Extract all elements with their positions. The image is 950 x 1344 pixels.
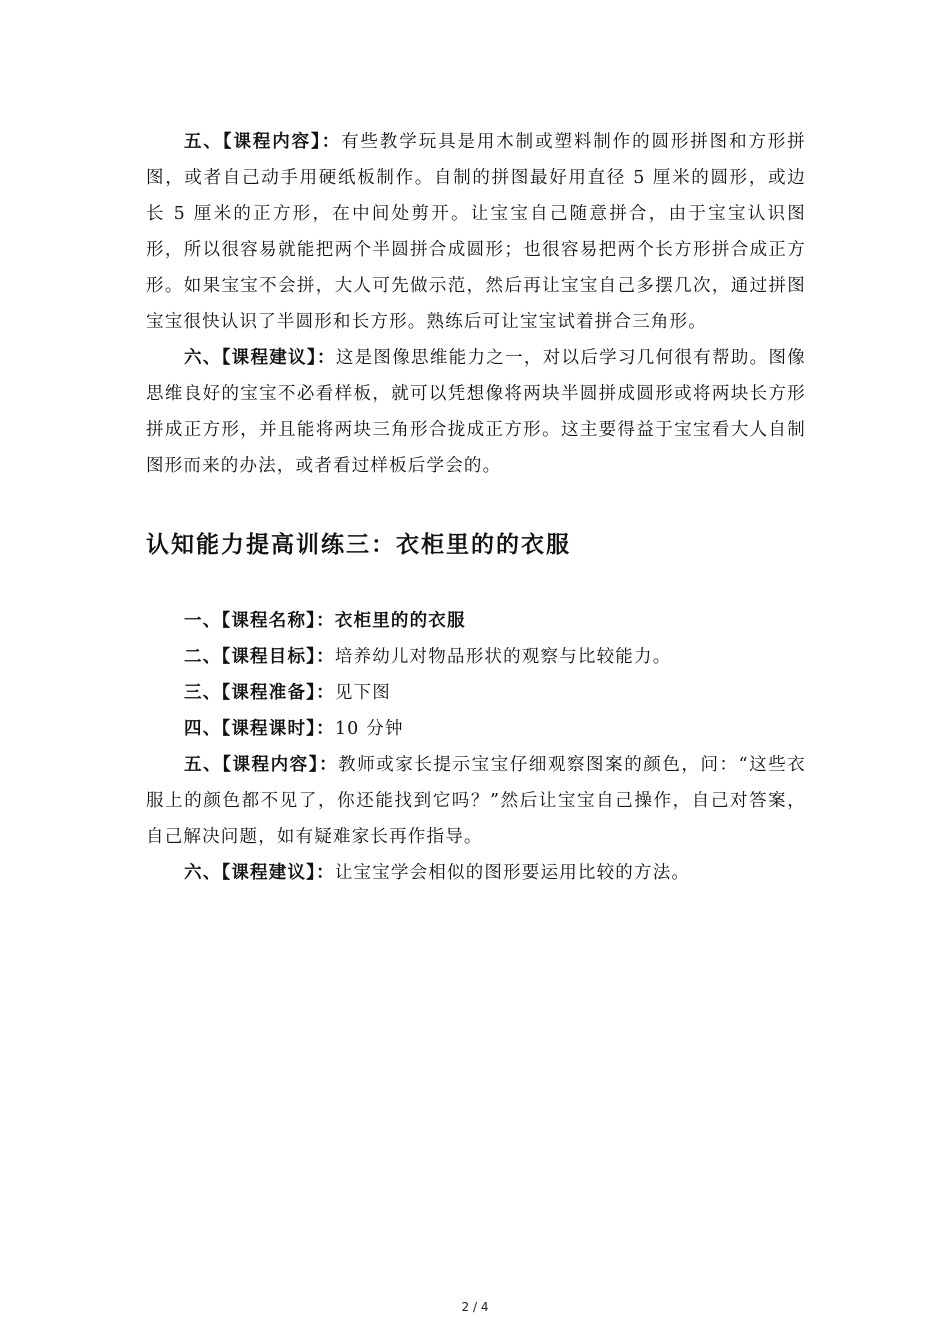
suggestion-text: 让宝宝学会相似的图形要运用比较的方法。 bbox=[334, 863, 691, 883]
item-text: 10 分钟 bbox=[334, 719, 404, 739]
item-label: 三、【课程准备】： bbox=[184, 683, 335, 703]
page-number: 2 / 4 bbox=[461, 1300, 489, 1314]
item-label: 四、【课程课时】： bbox=[184, 719, 335, 739]
item-course-prep bbox=[184, 675, 804, 711]
suggestion-label: 六、【课程建议】： bbox=[184, 863, 335, 883]
item-text: 培养幼儿对物品形状的观察与比较能力。 bbox=[334, 647, 672, 667]
prev-content-paragraph bbox=[146, 124, 806, 340]
content-paragraph bbox=[146, 747, 806, 855]
content-text: 教师或家长提示宝宝仔细观察图案的颜色，问：“这些衣服上的颜色都不见了，你还能找到它吗？”然后让宝宝自己操作，自己对答案，自己解决问题，如有疑难家长再作指导。 bbox=[146, 755, 806, 847]
item-course-duration bbox=[184, 711, 804, 747]
item-text: 见下图 bbox=[334, 683, 391, 703]
prev-suggestion-label: 六、【课程建议】： bbox=[184, 348, 336, 368]
item-label: 一、【课程名称】： bbox=[184, 611, 335, 631]
item-course-goal bbox=[184, 639, 804, 675]
item-course-name bbox=[184, 603, 804, 639]
item-label: 二、【课程目标】： bbox=[184, 647, 335, 667]
prev-suggestion-text: 这是图像思维能力之一，对以后学习几何很有帮助。图像思维良好的宝宝不必看样板，就可以凭想像将两块半圆拼成圆形或将两块长方形拼成正方形，并且能将两块三角形合拢成正方形。这主要得益于宝宝看大人自制图形而来的办法，或者看过样板后学会的。 bbox=[146, 348, 806, 476]
prev-content-label: 五、【课程内容】： bbox=[184, 132, 342, 152]
content-label: 五、【课程内容】： bbox=[184, 755, 339, 775]
prev-suggestion-paragraph bbox=[146, 340, 806, 484]
section-title: 认知能力提高训练三：衣柜里的的衣服 bbox=[146, 532, 571, 558]
suggestion-paragraph bbox=[184, 855, 804, 891]
prev-content-text: 有些教学玩具是用木制或塑料制作的圆形拼图和方形拼图，或者自己动手用硬纸板制作。自制的拼图最好用直径 5 厘米的圆形，或边长 5 厘米的正方形，在中间处剪开。让宝宝自己随意拼合，由于宝宝认识图形，所以很容易就能把两个半圆拼合成圆形；也很容易把两个长方形拼合成正方形。如果宝宝不会拼，大人可先做示范，然后再让宝宝自己多摆几次，通过拼图宝宝很快认识了半圆形和长方形。熟练后可让宝宝试着拼合三角形。 bbox=[146, 132, 806, 332]
item-text: 衣柜里的的衣服 bbox=[334, 611, 466, 631]
